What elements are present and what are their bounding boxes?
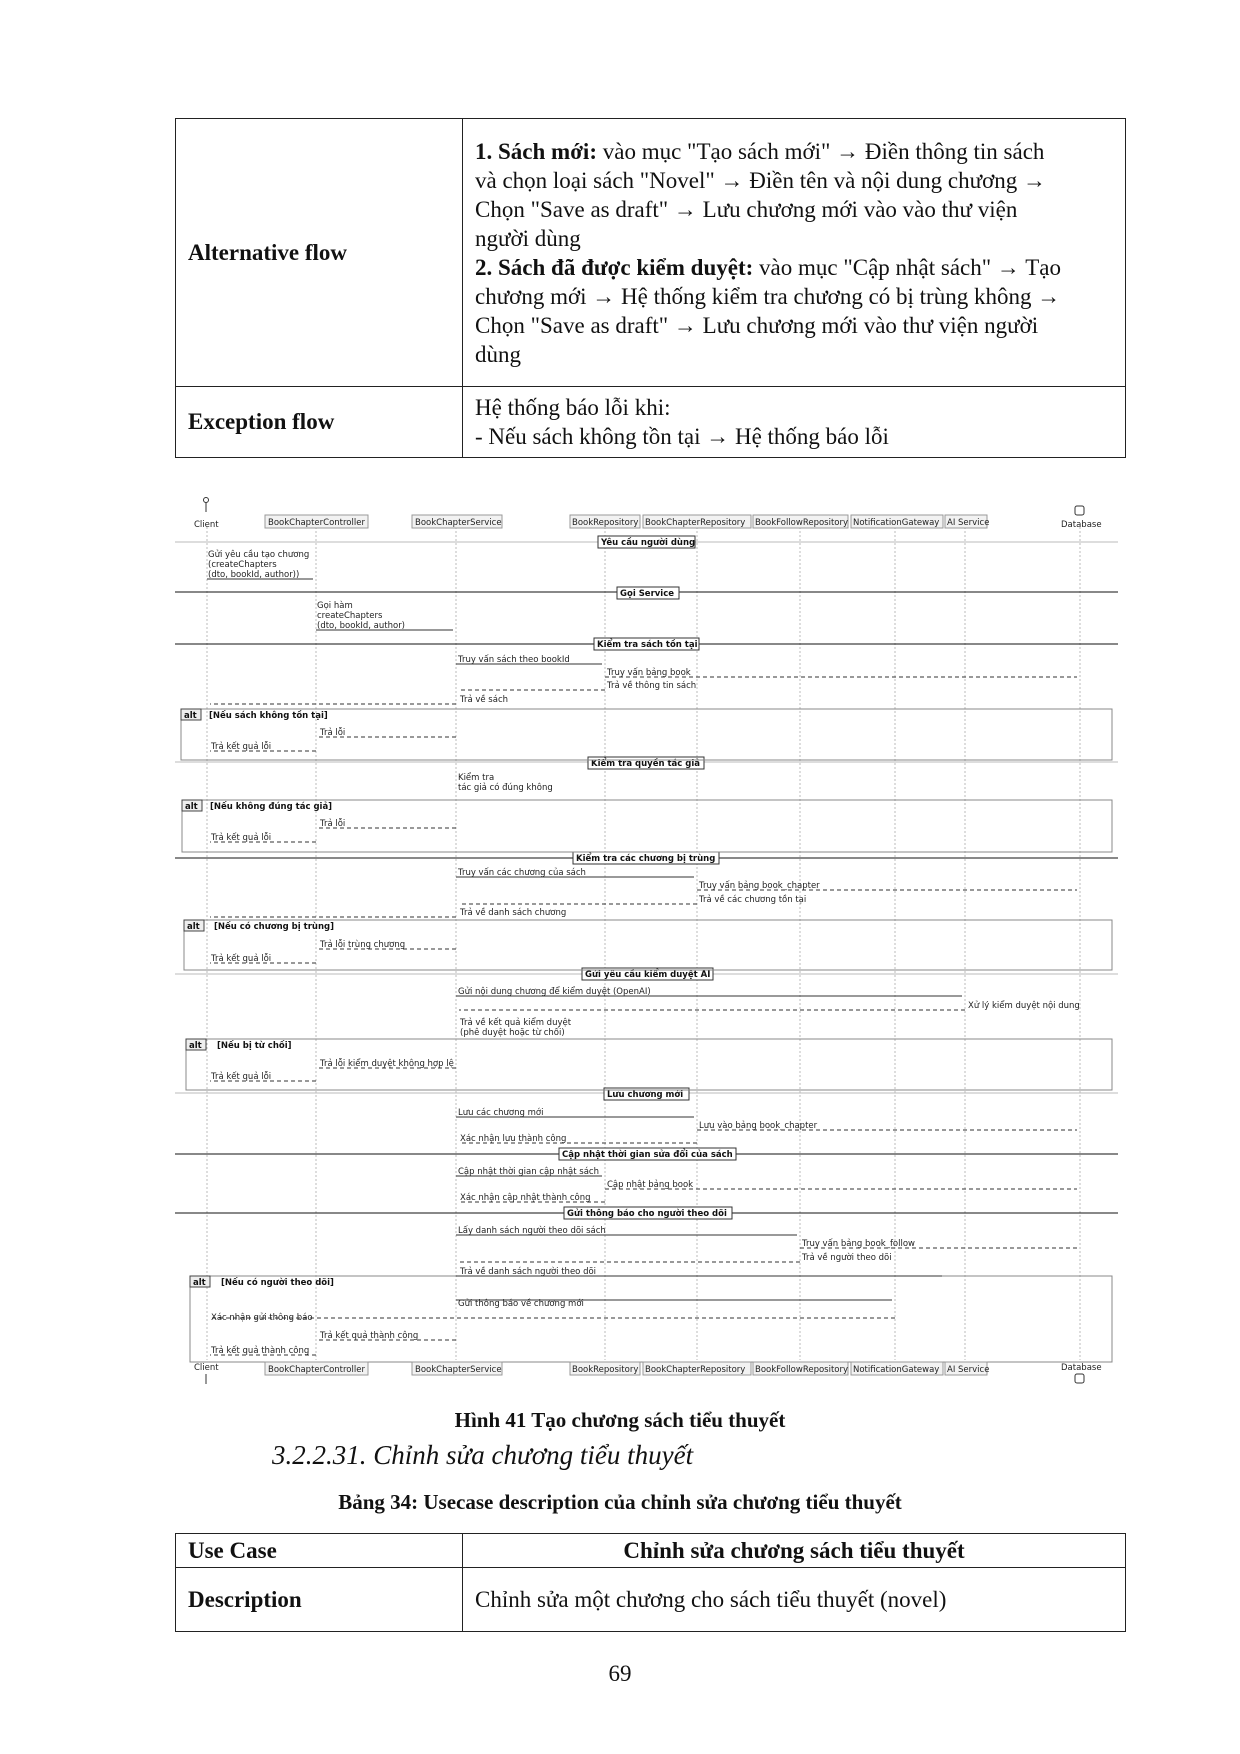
alt-frame [190, 1276, 1112, 1362]
message-label: Gửi yêu cầu tạo chương [208, 550, 310, 560]
figure-caption: Hình 41 Tạo chương sách tiểu thuyết [454, 1408, 786, 1432]
message-label: Trả về người theo dõi [802, 1253, 892, 1263]
text-line: và chọn loại sách "Novel" → Điền tên và nội dung chương → [475, 167, 1047, 193]
group-label: Gửi yêu cầu kiểm duyệt AI [585, 970, 711, 980]
participant-label: BookRepository [572, 518, 639, 528]
message-label: Trả lỗi [320, 728, 346, 738]
text-line: 2. Sách đã được kiểm duyệt: vào mục "Cập nhật sách" → Tạo [475, 254, 1061, 280]
message-label: Trả về thông tin sách [607, 681, 697, 691]
participant-label: BookChapterRepository [645, 1365, 746, 1375]
description-value: Chỉnh sửa một chương cho sách tiểu thuyết (novel) [463, 1568, 1126, 1632]
database-icon [1075, 1374, 1084, 1383]
row-label-alternative: Alternative flow [176, 119, 463, 387]
message-label: Lấy danh sách người theo dõi sách [458, 1226, 606, 1236]
usecase-table [175, 1533, 1126, 1632]
message-label: (dto, bookId, author) [317, 621, 406, 631]
message-label: Trả về danh sách người theo dõi [460, 1267, 597, 1277]
message-label: Truy vấn bảng book [607, 668, 691, 678]
text-line: Hệ thống báo lỗi khi: [475, 395, 671, 420]
alt-condition: [Nếu sách không tồn tại] [209, 711, 328, 721]
group-label: Kiểm tra sách tồn tại [597, 640, 698, 650]
message-label: Trả lỗi kiểm duyệt không hợp lệ [320, 1059, 454, 1069]
alt-keyword: alt [185, 802, 198, 812]
group-label: Kiểm tra quyền tác giả [591, 759, 701, 769]
group-label: Gửi thông báo cho người theo dõi [567, 1209, 727, 1219]
table-caption: Bảng 34: Usecase description của chỉnh sửa chương tiểu thuyết [338, 1490, 902, 1514]
message-label: Trả kết quả lỗi [211, 833, 272, 843]
group-label: Cập nhật thời gian sửa đổi của sách [562, 1150, 733, 1160]
alt-keyword: alt [184, 711, 197, 721]
message-label: Lưu vào bảng book_chapter [699, 1121, 818, 1131]
participant-label: Database [1061, 520, 1102, 530]
message-label: Truy vấn bảng book_follow [802, 1239, 916, 1249]
usecase-header-label: Use Case [176, 1534, 463, 1568]
alt-keyword: alt [187, 922, 200, 932]
participant-label: BookChapterService [415, 518, 502, 528]
message-label: (dto, bookId, author)) [208, 570, 300, 580]
participant-label: Client [194, 1363, 219, 1373]
participant-label: BookChapterService [415, 1365, 502, 1375]
participant-label: BookChapterController [268, 1365, 365, 1375]
table-row [176, 1534, 1126, 1568]
usecase-header-title: Chỉnh sửa chương sách tiểu thuyết [463, 1534, 1126, 1568]
group-label: Gọi Service [620, 589, 675, 599]
participant-label: BookFollowRepository [755, 518, 849, 528]
participant-label: AI Service [947, 518, 990, 528]
message-label: Lưu các chương mới [458, 1108, 544, 1118]
message-label: Trả kết quả lỗi [211, 954, 272, 964]
row-label-exception: Exception flow [176, 387, 463, 458]
message-label: Truy vấn các chương của sách [458, 868, 586, 878]
participant-label: BookFollowRepository [755, 1365, 849, 1375]
message-label: Xử lý kiểm duyệt nội dung [968, 1001, 1080, 1011]
message-label: Gửi nội dung chương để kiểm duyệt (OpenAI) [458, 987, 651, 997]
message-label: Trả về các chương tồn tại [699, 895, 807, 905]
actor-icon [204, 498, 209, 503]
participant-label: BookChapterController [268, 518, 365, 528]
message-label: Cập nhật bảng book [607, 1180, 694, 1190]
group-label: Kiểm tra các chương bị trùng [576, 854, 716, 864]
alt-condition: [Nếu bị từ chối] [217, 1041, 292, 1051]
participant-label: Database [1061, 1363, 1102, 1373]
message-label: Truy vấn bảng book_chapter [699, 881, 820, 891]
message-label: (createChapters [208, 560, 277, 570]
group-label: Yêu cầu người dùng [601, 538, 696, 548]
message-label: Xác nhận cập nhật thành công [460, 1193, 591, 1203]
message-label: Gửi thông báo về chương mới [458, 1299, 584, 1309]
description-label: Description [176, 1568, 463, 1632]
table-row [176, 1568, 1126, 1632]
database-icon [1075, 506, 1084, 515]
message-label: Trả về danh sách chương [460, 908, 567, 918]
message-label: Trả lỗi [320, 819, 346, 829]
message-label: Trả kết quả thành công [211, 1346, 310, 1356]
alt-condition: [Nếu có người theo dõi] [221, 1278, 334, 1288]
message-label: Xác nhận gửi thông báo [211, 1313, 313, 1323]
participant-label: BookRepository [572, 1365, 639, 1375]
participant-label: Client [194, 520, 219, 530]
text-line: Chọn "Save as draft" → Lưu chương mới vào thư viện người [475, 312, 1039, 338]
message-label: Trả kết quả thành công [320, 1331, 419, 1341]
message-label: Cập nhật thời gian cập nhật sách [458, 1167, 599, 1177]
page-number: 69 [608, 1661, 632, 1686]
text-line: 1. Sách mới: vào mục "Tạo sách mới" → Điền thông tin sách [475, 138, 1045, 164]
text-line: Chọn "Save as draft" → Lưu chương mới vào vào thư viện [475, 196, 1018, 222]
message-label: Trả kết quả lỗi [211, 1072, 272, 1082]
group-label: Lưu chương mới [607, 1090, 684, 1100]
message-label: Gọi hàm [317, 601, 353, 611]
message-label: Truy vấn sách theo bookId [458, 655, 570, 665]
message-label: Trả về kết quả kiểm duyệt [460, 1018, 572, 1028]
message-label: Kiểm tra [458, 773, 495, 783]
text-line: người dùng [475, 225, 581, 251]
message-label: Xác nhận lưu thành công [460, 1134, 567, 1144]
message-label: Trả kết quả lỗi [211, 742, 272, 752]
message-label: createChapters [317, 611, 383, 621]
alt-condition: [Nếu không đúng tác giả] [210, 802, 333, 812]
alt-keyword: alt [189, 1041, 202, 1051]
text-line: chương mới → Hệ thống kiểm tra chương có bị trùng không → [475, 283, 1061, 309]
text-line: - Nếu sách không tồn tại → Hệ thống báo lỗi [475, 424, 889, 449]
participant-label: NotificationGateway [853, 518, 940, 528]
section-heading: 3.2.2.31. Chỉnh sửa chương tiểu thuyết [272, 1440, 694, 1470]
text-line: dùng [475, 341, 521, 367]
participant-label: AI Service [947, 1365, 990, 1375]
message-label: Trả về sách [460, 695, 509, 705]
message-label: tác giả có đúng không [458, 783, 553, 793]
message-label: (phê duyệt hoặc từ chối) [460, 1028, 565, 1038]
alt-keyword: alt [193, 1278, 206, 1288]
message-label: Trả lỗi trùng chương [320, 940, 406, 950]
participant-label: BookChapterRepository [645, 518, 746, 528]
participant-label: NotificationGateway [853, 1365, 940, 1375]
alt-condition: [Nếu có chương bị trùng] [214, 922, 334, 932]
